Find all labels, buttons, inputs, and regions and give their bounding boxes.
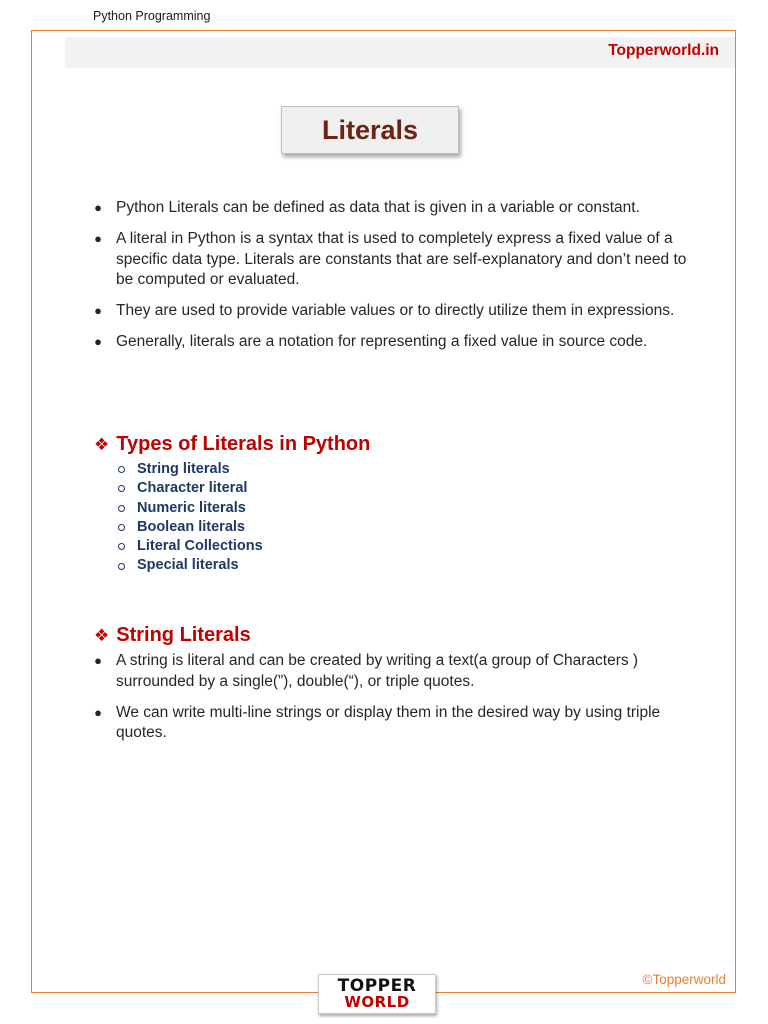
list-item-text: Boolean literals: [137, 518, 245, 535]
circle-icon: [118, 543, 125, 550]
circle-icon: [118, 485, 125, 492]
list-item-text: They are used to provide variable values or to directly utilize them in expressions.: [116, 302, 675, 319]
list-item: [92, 198, 692, 219]
list-item-text: Special literals: [137, 557, 239, 574]
bullet-icon: ●: [94, 653, 102, 668]
list-item: [118, 460, 263, 479]
list-item: [92, 332, 692, 353]
list-item: [118, 556, 263, 575]
list-item-text: A literal in Python is a syntax that is used to completely express a fixed value of a specific data type. Literals are constants that are self-explanatory and don’t need to be computed or evaluated.: [116, 230, 687, 288]
list-item-text: Character literal: [137, 480, 248, 497]
page-title: Literals: [321, 114, 419, 145]
section-heading-text: Types of Literals in Python: [116, 433, 371, 455]
diamond-icon: ❖: [94, 625, 110, 645]
title-box: [281, 106, 459, 154]
list-item: [92, 703, 692, 744]
logo-text-bottom: WORLD: [344, 993, 410, 1011]
list-item: [92, 301, 692, 322]
site-name[interactable]: Topperworld.in: [608, 42, 719, 59]
list-item: [118, 479, 263, 498]
bullet-icon: ●: [94, 334, 102, 349]
list-item-text: Numeric literals: [137, 499, 246, 516]
list-item: [118, 518, 263, 537]
topperworld-logo: [318, 974, 436, 1014]
list-item-text: Literal Collections: [137, 538, 263, 555]
list-item: [118, 499, 263, 518]
circle-icon: [118, 505, 125, 512]
types-list: [118, 460, 263, 576]
site-banner: [65, 37, 735, 68]
section-heading-string: [94, 624, 251, 647]
list-item: [92, 229, 692, 291]
intro-list: [92, 198, 692, 363]
list-item-text: Python Literals can be defined as data that is given in a variable or constant.: [116, 199, 640, 216]
circle-icon: [118, 563, 125, 570]
bullet-icon: ●: [94, 231, 102, 246]
bullet-icon: ●: [94, 704, 102, 720]
list-item-text: Generally, literals are a notation for representing a fixed value in source code.: [116, 333, 648, 350]
bullet-icon: ●: [94, 200, 102, 215]
list-item: [118, 537, 263, 556]
circle-icon: [118, 466, 125, 473]
list-item: [92, 651, 692, 692]
logo-text-top: TOPPER: [337, 976, 417, 996]
copyright-text: ©Topperworld: [642, 972, 726, 987]
string-list: [92, 651, 692, 754]
section-heading-text: String Literals: [116, 624, 251, 646]
list-item-text: A string is literal and can be created by writing a text(a group of Characters ) surrounded by a single(”), double(“), or triple quotes.: [116, 652, 639, 690]
list-item-text: We can write multi-line strings or display them in the desired way by using triple quotes.: [116, 703, 661, 741]
section-heading-types: [94, 433, 370, 456]
circle-icon: [118, 524, 125, 531]
diamond-icon: ❖: [94, 434, 110, 454]
list-item-text: String literals: [137, 461, 230, 477]
running-header: Python Programming: [93, 9, 211, 23]
bullet-icon: ●: [94, 303, 102, 318]
